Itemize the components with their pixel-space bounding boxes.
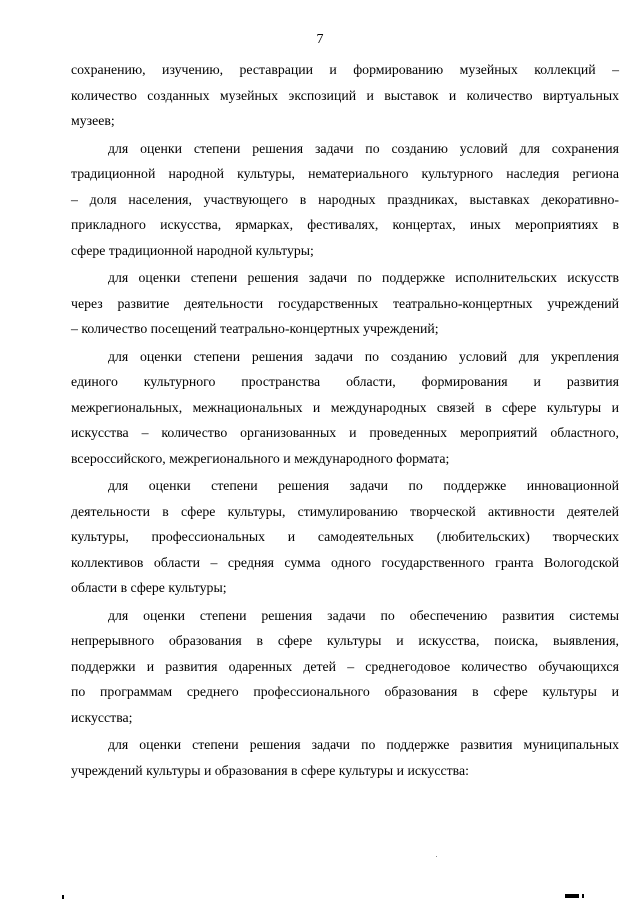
text-line: искусства;: [71, 709, 133, 725]
text-line: для оценки степени решения задачи по созданию условий для сохранения: [108, 140, 619, 156]
paragraph-performing-arts: [71, 265, 619, 342]
text-line: сохранению, изучению, реставрации и формированию музейных коллекций –: [71, 62, 619, 77]
text-line: единого культурного пространства области, формирования и развития: [71, 374, 619, 389]
text-line: учреждений культуры и образования в сфере культуры и искусства:: [71, 762, 469, 778]
text-line: области в сфере культуры;: [71, 580, 227, 595]
paragraph-innovation: [71, 473, 619, 601]
paragraph-education: [71, 603, 619, 731]
text-line: через развитие деятельности государственных театрально-концертных учреждений: [71, 295, 619, 311]
scan-mark-left: [62, 895, 64, 899]
text-line: музеев;: [71, 113, 115, 128]
text-line: – количество посещений театрально-концертных учреждений;: [71, 321, 439, 336]
text-line: сфере традиционной народной культуры;: [71, 242, 314, 258]
text-line: прикладного искусства, ярмарках, фестивалях, концертах, иных мероприятиях в: [71, 217, 619, 232]
text-line: межрегиональных, межнациональных и международных связей в сфере культуры и: [71, 399, 619, 415]
text-line: традиционной народной культуры, нематериального культурного наследия региона: [71, 166, 619, 181]
scan-mark-right-small: [582, 894, 584, 898]
text-line: для оценки степени решения задачи по поддержке инновационной: [108, 478, 619, 493]
text-line: для оценки степени решения задачи по созданию условий для укрепления: [108, 348, 619, 364]
paragraph-museums: [71, 57, 619, 134]
paragraph-folk-culture: [71, 136, 619, 264]
text-line: всероссийского, межрегионального и международного формата;: [71, 450, 450, 466]
text-line: для оценки степени решения задачи по поддержке исполнительских искусств: [108, 270, 619, 285]
document-body: [71, 57, 619, 783]
text-line: по программам среднего профессионального образования в сфере культуры и: [71, 684, 619, 699]
scan-speck: [436, 856, 437, 857]
text-line: искусства – количество организованных и проведенных мероприятий областного,: [71, 425, 619, 440]
text-line: количество созданных музейных экспозиций и выставок и количество виртуальных: [71, 87, 619, 103]
text-line: для оценки степени решения задачи по обеспечению развития системы: [108, 607, 619, 623]
text-line: непрерывного образования в сфере культуры и искусства, поиска, выявления,: [71, 633, 619, 648]
text-line: деятельности в сфере культуры, стимулированию творческой активности деятелей: [71, 503, 619, 519]
page-number: 7: [316, 32, 324, 47]
scan-mark-right: [565, 894, 579, 898]
paragraph-cultural-space: [71, 344, 619, 472]
text-line: поддержки и развития одаренных детей – среднегодовое количество обучающихся: [71, 658, 619, 674]
text-line: для оценки степени решения задачи по поддержке развития муниципальных: [108, 737, 619, 752]
text-line: коллективов области – средняя сумма одного государственного гранта Вологодской: [71, 554, 619, 570]
text-line: культуры, профессиональных и самодеятельных (любительских) творческих: [71, 529, 619, 544]
text-line: – доля населения, участвующего в народных праздниках, выставках декоративно-: [71, 191, 619, 207]
paragraph-municipal: [71, 732, 619, 783]
